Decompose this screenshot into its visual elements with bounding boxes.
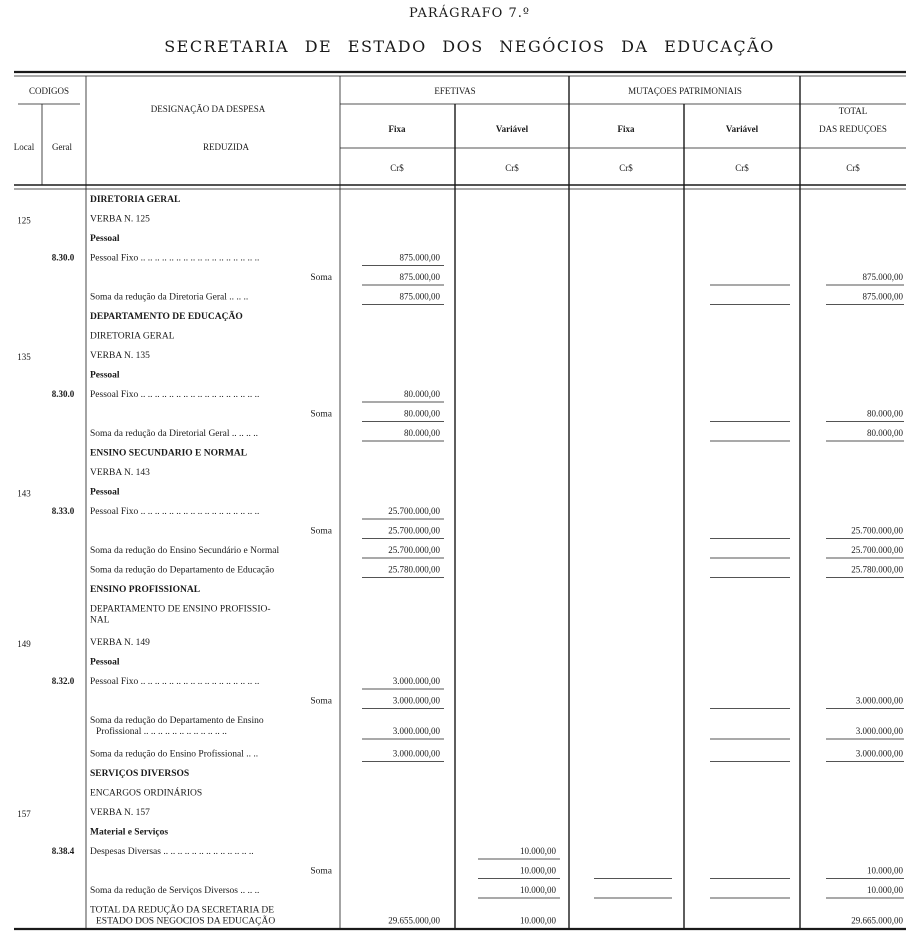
row-description: TOTAL DA REDUÇÃO DA SECRETARIA DE — [90, 905, 274, 916]
row-description: Pessoal Fixo .. .. .. .. .. .. .. .. .. .. .. .. .. .. .. .. .. — [90, 677, 260, 687]
section-heading: DEPARTAMENTO DE EDUCAÇÃO — [90, 312, 243, 322]
value-total: 3.000.000,00 — [855, 726, 903, 736]
row-label: Soma — [310, 409, 332, 420]
row-label: Soma — [310, 866, 332, 877]
value-total: 80.000,00 — [867, 428, 903, 438]
row-description: VERBA N. 135 — [90, 351, 150, 361]
row-description: Pessoal Fixo .. .. .. .. .. .. .. .. .. .. .. .. .. .. .. .. .. — [90, 253, 260, 264]
local-code: 149 — [17, 639, 31, 649]
header-variavel-mutacoes: Variável — [725, 124, 759, 134]
value-variavel: 10.000,00 — [520, 885, 556, 895]
currency-variavel: Cr$ — [505, 163, 519, 173]
geral-code: 8.33.0 — [51, 506, 75, 516]
secretaria-title: SECRETARIA DE ESTADO DOS NEGÓCIOS DA EDUCAÇÃO — [164, 37, 775, 56]
local-code: 125 — [17, 215, 31, 226]
row-description: Pessoal Fixo .. .. .. .. .. .. .. .. .. .. .. .. .. .. .. .. .. — [90, 390, 260, 400]
section-heading: Pessoal — [90, 234, 120, 244]
value-fixa: 3.000.000,00 — [392, 748, 440, 759]
value-fixa: 875.000,00 — [399, 291, 440, 302]
row-description: NAL — [90, 615, 110, 626]
currency-fixa-mutacoes: Cr$ — [619, 163, 633, 173]
row-description: Pessoal Fixo .. .. .. .. .. .. .. .. .. .. .. .. .. .. .. .. .. — [90, 507, 260, 517]
header-mutacoes: MUTAÇOES PATRIMONIAIS — [628, 86, 742, 96]
geral-code: 8.32.0 — [51, 676, 75, 686]
value-fixa: 80.000,00 — [404, 389, 440, 399]
row-description: Profissional .. .. .. .. .. .. .. .. .. .. .. .. — [96, 727, 227, 737]
row-label: Soma — [310, 696, 332, 707]
value-variavel: 10.000,00 — [520, 846, 556, 856]
local-code: 157 — [17, 809, 31, 819]
geral-code: 8.38.4 — [51, 846, 75, 856]
row-description: VERBA N. 125 — [90, 214, 150, 225]
row-label: Soma — [310, 526, 332, 537]
local-code: 135 — [17, 352, 31, 362]
value-total: 875.000,00 — [862, 291, 903, 302]
row-label: Soma — [310, 273, 332, 283]
value-total: 80.000,00 — [867, 408, 903, 419]
value-fixa: 25.700.000,00 — [388, 525, 440, 536]
section-heading: Material e Serviços — [90, 827, 169, 838]
section-heading: Pessoal — [90, 487, 120, 498]
header-geral: Geral — [52, 142, 72, 152]
row-description: Soma da redução da Diretoria Geral .. .. .. — [90, 292, 249, 303]
value-fixa: 29.655.000,00 — [388, 915, 440, 926]
value-fixa: 80.000,00 — [404, 408, 440, 419]
value-total: 3.000.000,00 — [855, 748, 903, 759]
geral-code: 8.30.0 — [51, 252, 75, 263]
value-fixa: 875.000,00 — [399, 252, 440, 263]
value-total: 10.000,00 — [867, 885, 903, 895]
section-heading: SERVIÇOS DIVERSOS — [90, 769, 190, 779]
row-description: ESTADO DOS NEGOCIOS DA EDUCAÇÃO — [96, 916, 276, 927]
currency-fixa: Cr$ — [390, 163, 404, 173]
row-description: ENCARGOS ORDINÁRIOS — [90, 788, 203, 799]
header-total: TOTAL — [838, 106, 868, 116]
value-fixa: 80.000,00 — [404, 428, 440, 438]
value-total: 25.780.000,00 — [851, 564, 903, 575]
header-local: Local — [13, 142, 35, 152]
header-codigos: CODIGOS — [28, 86, 70, 96]
row-description: DIRETORIA GERAL — [90, 331, 175, 342]
section-heading: DIRETORIA GERAL — [90, 195, 181, 205]
value-variavel: 10.000,00 — [520, 915, 556, 926]
currency-variavel-mutacoes: Cr$ — [735, 163, 749, 173]
value-fixa: 25.700.000,00 — [388, 545, 440, 555]
value-variavel: 10.000,00 — [520, 865, 556, 876]
section-heading: Pessoal — [90, 657, 120, 668]
currency-total: Cr$ — [846, 163, 860, 173]
header-das-reducoes: DAS REDUÇOES — [819, 124, 887, 134]
section-heading: ENSINO PROFISSIONAL — [90, 585, 201, 595]
row-description: VERBA N. 157 — [90, 808, 150, 818]
row-description: Soma da redução da Diretorial Geral .. .. .. .. — [90, 429, 259, 439]
row-description: Soma da redução do Departamento de Ensino — [90, 716, 264, 726]
header-variavel: Variável — [495, 124, 529, 134]
header-efetivas: EFETIVAS — [434, 86, 476, 96]
value-total: 25.700.000,00 — [851, 545, 903, 555]
value-fixa: 3.000.000,00 — [392, 726, 440, 736]
column-headers — [14, 86, 887, 173]
header-designacao: DESIGNAÇÃO DA DESPESA — [150, 104, 266, 114]
row-description: Soma da redução do Ensino Profissional .. .. — [90, 749, 259, 760]
row-description: Soma da redução de Serviços Diversos .. .. .. — [90, 886, 260, 896]
row-description: DEPARTAMENTO DE ENSINO PROFISSIO- — [90, 604, 271, 615]
row-description: Soma da redução do Departamento de Educação — [90, 565, 275, 576]
value-fixa: 25.780.000,00 — [388, 564, 440, 575]
header-fixa-mutacoes: Fixa — [617, 124, 635, 134]
value-total: 25.700.000,00 — [851, 525, 903, 536]
value-total: 875.000,00 — [862, 272, 903, 282]
value-fixa: 3.000.000,00 — [392, 676, 440, 686]
value-fixa: 3.000.000,00 — [392, 695, 440, 706]
geral-code: 8.30.0 — [51, 389, 75, 399]
section-heading: Pessoal — [90, 370, 120, 381]
value-total: 29.665.000,00 — [851, 915, 903, 926]
table-body — [17, 195, 904, 929]
row-description: Soma da redução do Ensino Secundário e Normal — [90, 546, 280, 556]
header-fixa: Fixa — [388, 124, 406, 134]
value-total: 3.000.000,00 — [855, 695, 903, 706]
value-fixa: 875.000,00 — [399, 272, 440, 282]
paragraph-heading: PARÁGRAFO 7.º — [408, 6, 530, 21]
row-description: Despesas Diversas .. .. .. .. .. .. .. .. .. .. .. .. .. — [90, 847, 254, 857]
local-code: 143 — [17, 488, 31, 499]
row-description: VERBA N. 149 — [90, 638, 150, 648]
section-heading: ENSINO SECUNDARIO E NORMAL — [90, 448, 248, 459]
value-total: 10.000,00 — [867, 865, 903, 876]
row-description: VERBA N. 143 — [90, 468, 150, 478]
value-fixa: 25.700.000,00 — [388, 506, 440, 516]
header-reduzida: REDUZIDA — [203, 142, 249, 152]
